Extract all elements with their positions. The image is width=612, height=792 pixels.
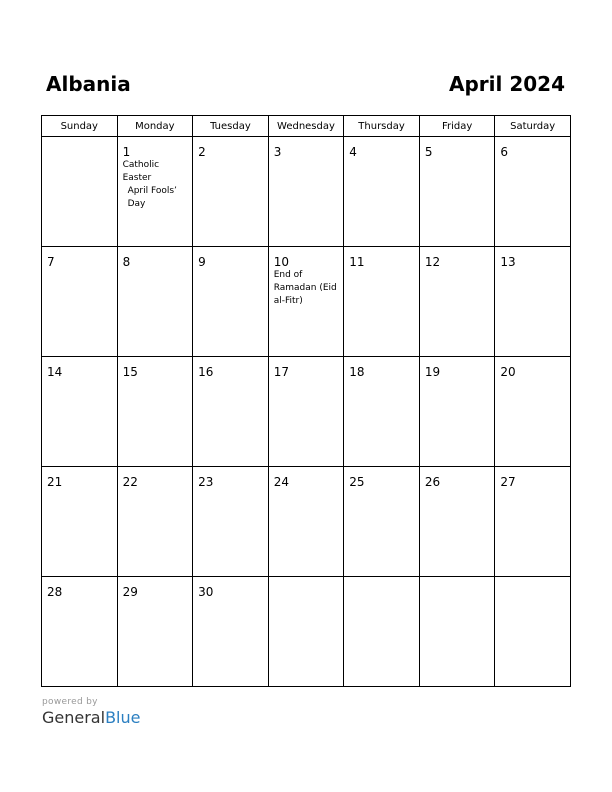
- day-number: 29: [122, 585, 138, 599]
- day-number: 9: [198, 255, 206, 269]
- day-number: 20: [500, 365, 516, 379]
- day-number: 4: [349, 145, 357, 159]
- day-number: 6: [500, 145, 509, 159]
- holiday-label: Catholic Easter: [122, 160, 160, 183]
- day-number: 21: [47, 475, 63, 489]
- day-number: 7: [47, 255, 55, 269]
- day-number: 23: [198, 475, 214, 489]
- day-number: 24: [273, 475, 289, 489]
- day-number: 11: [349, 255, 365, 269]
- day-cell: [193, 357, 269, 467]
- day-cell: [495, 357, 571, 467]
- day-number: 2: [198, 145, 206, 159]
- week-row: [42, 357, 571, 467]
- weekday-header-row: [42, 116, 571, 137]
- holiday-label: End of Ramadan (Eid al-Fitr): [273, 270, 337, 306]
- day-number: 5: [424, 145, 433, 159]
- country-title: Albania: [46, 72, 131, 96]
- day-cell: [42, 357, 118, 467]
- month-title: April 2024: [449, 72, 565, 96]
- weekday-header: Friday: [419, 116, 495, 137]
- calendar-grid: [41, 115, 571, 687]
- brand-text-blue: Blue: [105, 708, 141, 727]
- day-number: 30: [198, 585, 214, 599]
- day-cell: [117, 247, 193, 357]
- day-number: 3: [273, 145, 282, 159]
- day-number: 8: [122, 255, 131, 269]
- day-cell: [117, 357, 193, 467]
- day-cell: [268, 357, 344, 467]
- week-row: [42, 247, 571, 357]
- day-number: 10: [273, 255, 289, 269]
- day-cell: [193, 247, 269, 357]
- day-cell: [344, 577, 420, 687]
- day-number: 26: [424, 475, 441, 489]
- day-cell: [344, 467, 420, 577]
- weekday-header: Thursday: [344, 116, 420, 137]
- day-cell: [419, 357, 495, 467]
- day-cell: [117, 137, 193, 247]
- day-cell: [193, 467, 269, 577]
- day-number: 12: [424, 255, 441, 269]
- weekday-header: Wednesday: [268, 116, 344, 137]
- day-number: 15: [122, 365, 138, 379]
- day-number: 25: [349, 475, 365, 489]
- day-cell: [42, 247, 118, 357]
- powered-by-label: powered by: [42, 697, 98, 707]
- day-number: 1: [122, 145, 131, 159]
- generalblue-logo[interactable]: [42, 708, 140, 728]
- day-cell: [193, 577, 269, 687]
- day-cell: [495, 577, 571, 687]
- day-cell: [268, 247, 344, 357]
- day-cell: [344, 357, 420, 467]
- week-row: [42, 137, 571, 247]
- day-number: 14: [47, 365, 63, 379]
- day-number: 27: [500, 475, 516, 489]
- weekday-header: Saturday: [495, 116, 571, 137]
- week-row: [42, 467, 571, 577]
- day-number: 17: [273, 365, 289, 379]
- day-number: 28: [47, 585, 63, 599]
- day-number: 19: [424, 365, 441, 379]
- day-cell: [117, 577, 193, 687]
- day-cell: [495, 137, 571, 247]
- day-cell: [344, 137, 420, 247]
- day-cell: [268, 137, 344, 247]
- day-cell: [419, 137, 495, 247]
- day-cell: [419, 467, 495, 577]
- day-number: 16: [198, 365, 214, 379]
- day-cell: [117, 467, 193, 577]
- day-cell: [495, 467, 571, 577]
- day-number: 13: [500, 255, 516, 269]
- day-number: 22: [122, 475, 138, 489]
- week-row: [42, 577, 571, 687]
- day-cell: [268, 467, 344, 577]
- brand-text-general: General: [42, 708, 106, 727]
- day-cell: [193, 137, 269, 247]
- weekday-header: Sunday: [42, 116, 118, 137]
- weekday-header: Monday: [117, 116, 193, 137]
- day-cell: [419, 247, 495, 357]
- day-cell: [344, 247, 420, 357]
- day-number: 18: [349, 365, 365, 379]
- day-cell: [42, 577, 118, 687]
- day-cell: [495, 247, 571, 357]
- day-cell: [419, 577, 495, 687]
- holiday-label: April Fools’ Day: [127, 186, 177, 209]
- day-cell: [42, 467, 118, 577]
- weekday-header: Tuesday: [193, 116, 269, 137]
- day-cell: [42, 137, 118, 247]
- day-cell: [268, 577, 344, 687]
